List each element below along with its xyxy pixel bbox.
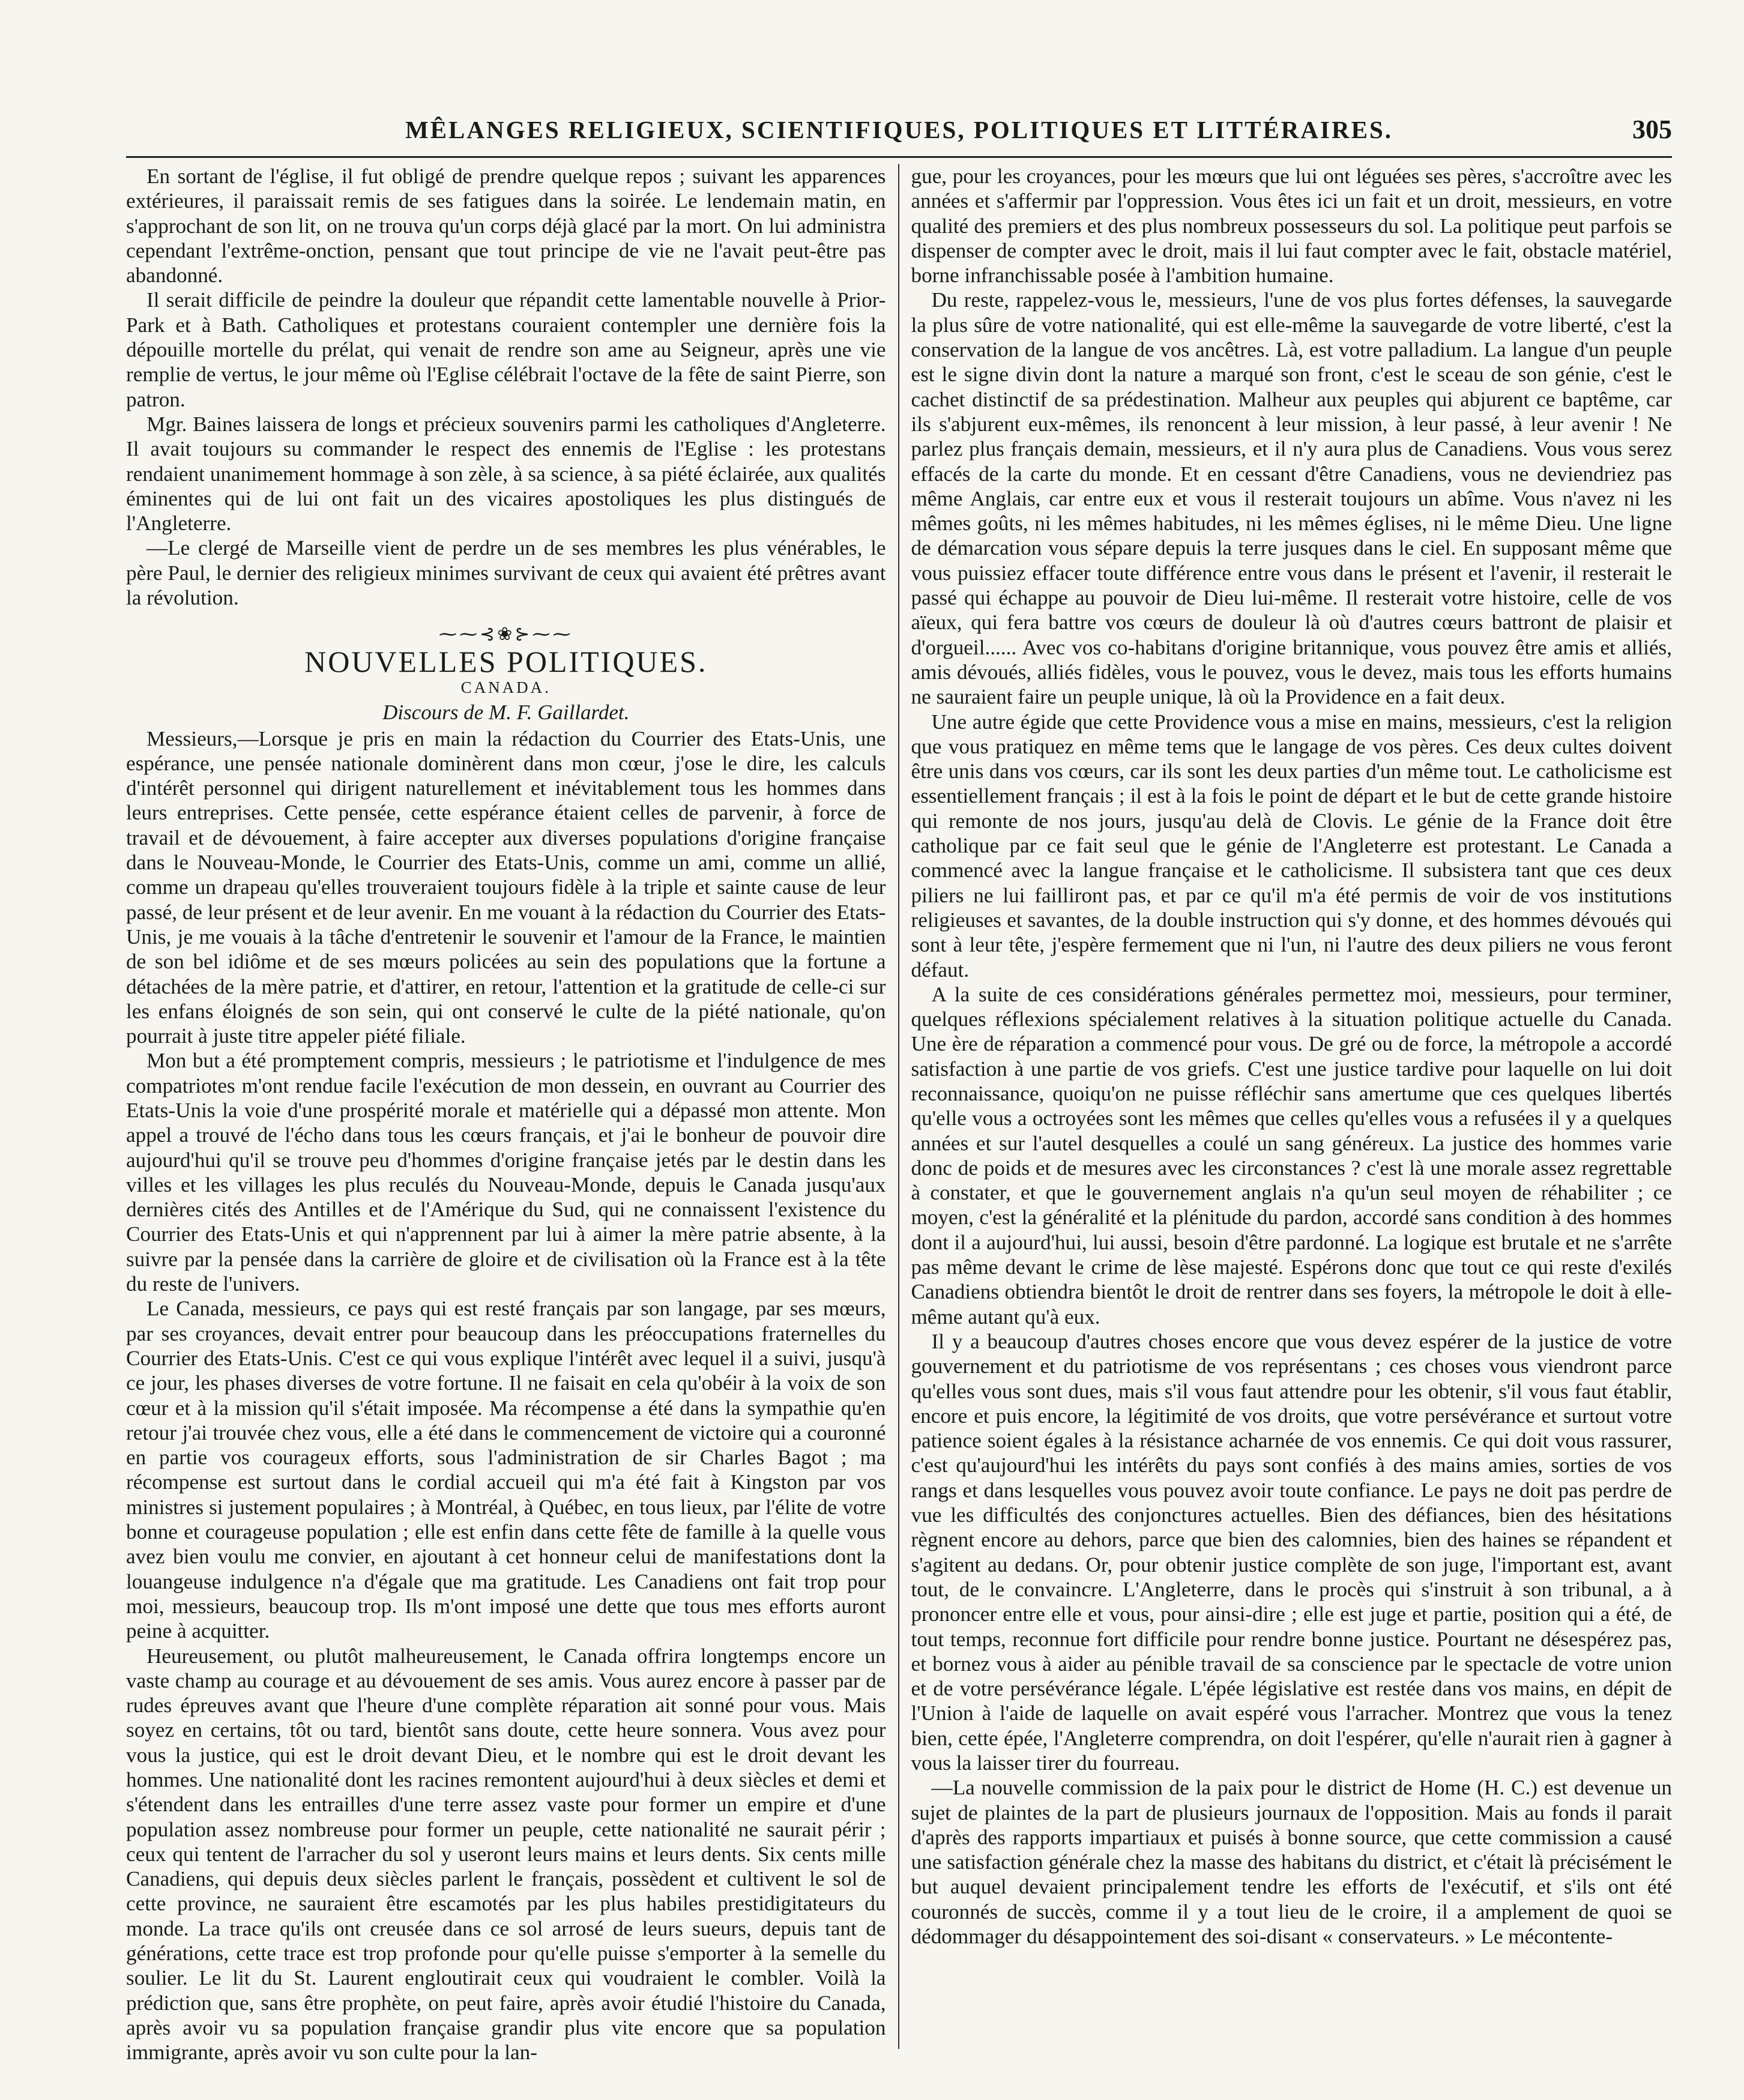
paragraph: Du reste, rappelez-vous le, messieurs, l'une de vos plus fortes défenses, la sauvegarde la plus sûre de votre nationalité, qui est elle-même la sauvegarde de votre liberté, c'est la conservation de la langue de vos ancêtres. Là, est votre palladium. La langue d'un peuple est le signe divin dont la nature a marqué son front, c'est le sceau de son génie, c'est le cachet distinctif de sa prédestination. Malheur aux peuples qui abjurent ce baptême, car ils s'abjurent eux-mêmes, ils renoncent à leur mission, à leur passé, à leur avenir ! Ne parlez plus français demain, messieurs, et il n'y aura plus de Canadiens. Vous vous serez effacés de la carte du monde. Et en cessant d'être Canadiens, vous ne deviendriez pas même Anglais, car entre eux et vous il resterait toujours un abîme. Vous n'avez ni les mêmes goûts, ni les mêmes habitudes, ni les mêmes églises, ni le même Dieu. Une ligne de démarcation vous sépare depuis la terre jusques dans le ciel. En supposant même que vous puissiez effacer toute différence entre vous dans le présent et l'avenir, il resterait le passé qui échappe au pouvoir de Dieu lui-même. Il resterait votre histoire, celle de vos aïeux, qui fera battre vos cœurs de douleur là où d'autres cœurs battront de plaisir et d'orgueil...... Avec vos co-habitans d'origine britannique, vous pouvez être amis et alliés, amis dévoués, alliés fidèles, vous le pouvez, vous le devez, mais tous les efforts humains ne sauraient faire un peuple unique, là où la Providence en a fait deux. — [911, 288, 1672, 709]
paragraph: gue, pour les croyances, pour les mœurs que lui ont léguées ses pères, s'accroître avec les années et s'affermir par l'oppression. Vous êtes ici un fait et un droit, messieurs, en votre qualité des premiers et des plus nombreux possesseurs du sol. La politique peut parfois se dispenser de compter avec le droit, mais il lui faut compter avec le fait, obstacle matériel, borne infranchissable posée à l'ambition humaine. — [911, 164, 1672, 288]
paragraph: Heureusement, ou plutôt malheureusement, le Canada offrira longtemps encore un vaste champ au courage et au dévouement de ses amis. Vous aurez encore à passer par de rudes épreuves avant que l'heure d'une complète réparation ait sonné pour vous. Mais soyez en certains, tôt ou tard, bientôt sans doute, cette heure sonnera. Vous avez pour vous la justice, qui est le droit devant Dieu, et le nombre qui est le droit devant les hommes. Une nationalité dont les racines remontent aujourd'hui à deux siècles et demi et s'étendent dans les entrailles d'une terre assez vaste pour former un empire et d'une population assez nombreuse pour former un peuple, cette nationalité ne saurait périr ; ceux qui tentent de l'arracher du sol y useront leurs mains et leurs dents. Six cents mille Canadiens, qui depuis deux siècles parlent le français, possèdent et cultivent le sol de cette province, ne sauraient être escamotés par les plus habiles prestidigitateurs du monde. La trace qu'ils ont creusée dans ce sol arrosé de leurs sueurs, depuis tant de générations, cette trace est trop profonde pour qu'elle puisse s'emporter à la semelle du soulier. Le lit du St. Laurent engloutirait ceux qui voudraient le combler. Voilà la prédiction que, sans être prophète, on peut faire, après avoir étudié l'histoire du Canada, après avoir vu sa population française grandir plus vite encore que sa population immigrante, après avoir vu son culte pour la lan- — [126, 1644, 886, 2065]
running-header — [126, 114, 1672, 158]
speech-title: Discours de M. F. Gaillardet. — [382, 701, 630, 725]
left-column — [126, 164, 899, 2065]
paragraph: —Le clergé de Marseille vient de perdre un de ses membres les plus vénérables, le père Paul, le dernier des religieux minimes survivant de ceux qui avaient été prêtres avant la révolution. — [126, 536, 886, 610]
paragraph: Une autre égide que cette Providence vous a mise en mains, messieurs, c'est la religion que vous pratiquez en même tems que le langage de vos pères. Ces deux cultes doivent être unis dans vos cœurs, car ils sont les deux parties d'un même tout. Le catholicisme est essentiellement français ; il est à la fois le point de départ et le but de cette grande histoire qui remonte de nos jours, jusqu'au delà de Clovis. Le génie de la France doit être catholique par ce fait seul que le génie de l'Angleterre est protestant. Le Canada a commencé avec la langue française et le catholicisme. Il subsistera tant que ces deux piliers ne lui failliront pas, et par ce qu'il m'a été permis de voir de vos institutions religieuses et savantes, de la double instruction qui s'y donne, et des hommes dévoués qui sont à leur tête, j'espère fermement que ni l'un, ni l'autre des deux piliers ne vous feront défaut. — [911, 710, 1672, 982]
paragraph: —La nouvelle commission de la paix pour le district de Home (H. C.) est devenue un sujet de plaintes de la part de plusieurs journaux de l'opposition. Mais au fonds il parait d'après des rapports impartiaux et puisés à bonne source, que cette commission a causé une satisfaction générale chez la masse des habitans du district, et c'était là précisément le but auquel devaient principalement tendre les efforts de l'exécutif, et s'ils ont été couronnés de succès, comme il y a tout lieu de le croire, il a amplement de quoi se dédommager du désappointement des soi-disant « conservateurs. » Le mécontente- — [911, 1776, 1672, 1949]
text-columns — [126, 164, 1672, 2065]
paragraph: Il y a beaucoup d'autres choses encore que vous devez espérer de la justice de votre gouvernement et du patriotisme de vos représentans ; ces choses vous viendront parce qu'elles vous sont dues, mais s'il vous faut attendre pour les obtenir, s'il vous faut établir, encore et puis encore, la légitimité de vos droits, que votre persévérance et surtout votre patience soient égales à la résistance acharnée de vos ennemis. Ce qui doit vous rassurer, c'est qu'aujourd'hui les intérêts du pays sont confiés à des mains amies, sorties de vos rangs et dans lesquelles vous pouvez avoir toute confiance. Le pays ne doit pas perdre de vue les difficultés des conjonctures actuelles. Bien des défiances, bien des hésitations règnent encore au dehors, parce que bien des calomnies, bien des haines se répandent et s'agitent au dedans. Or, pour obtenir justice complète de son juge, l'important est, avant tout, de le convaincre. L'Angleterre, dans le procès qui s'instruit à son tribunal, a à prononcer entre elle et vous, pour ainsi-dire ; elle est juge et partie, position qui a été, de tout temps, reconnue fort difficile pour rendre bonne justice. Pourtant ne désespérez pas, et bornez vous à aider au pénible travail de sa conscience par le spectacle de votre union et de votre persévérance légale. L'épée législative est restée dans vos mains, en dépit de l'Union à l'aide de laquelle on avait espéré vous l'arracher. Montrez que vous la tenez bien, cette épée, l'Angleterre comprendra, on doit l'espérer, qu'elle n'aurait rien à gagner à vous la laisser tirer du fourreau. — [911, 1329, 1672, 1775]
paragraph: Le Canada, messieurs, ce pays qui est resté français par son langage, par ses mœurs, par ses croyances, devait entrer pour beaucoup dans les préoccupations fraternelles du Courrier des Etats-Unis. C'est ce qui vous explique l'intérêt avec lequel il a suivi, jusqu'à ce jour, les phases diverses de votre fortune. Il ne faisait en cela qu'obéir à la voix de son cœur et à la mission qu'il s'était imposée. Ma récompense a été dans la sympathie qu'en retour j'ai trouvée chez vous, elle a été dans le commencement de victoire qui a couronné en partie vos courageux efforts, sous l'administration de sir Charles Bagot ; ma récompense est surtout dans le cordial accueil qui m'a été fait à Kingston par vos ministres si justement populaires ; à Montréal, à Québec, en tous lieux, par l'élite de votre bonne et courageuse population ; elle est enfin dans cette fête de famille à la quelle vous avez bien voulu me convier, en ajoutant à cet honneur celui de manifestations dont la louangeuse indulgence n'a d'égale que ma gratitude. Les Canadiens ont fait trop pour moi, messieurs, beaucoup trop. Ils m'ont imposé une dette que tous mes efforts auront peine à acquitter. — [126, 1297, 886, 1643]
paragraph: Messieurs,—Lorsque je pris en main la rédaction du Courrier des Etats-Unis, une espérance, une pensée nationale dominèrent dans mon cœur, j'ose le dire, les calculs d'intérêt personnel qui dirigent naturellement et inévitablement tous les hommes dans leurs entreprises. Cette pensée, cette espérance étaient celles de parvenir, à force de travail et de dévouement, à faire accepter aux diverses populations d'origine française dans le Nouveau-Monde, le Courrier des Etats-Unis, comme un ami, comme un allié, comme un drapeau qu'elles trouveraient toujours fidèle à la triple et sainte cause de leur passé, de leur présent et de leur avenir. En me vouant à la rédaction du Courrier des Etats-Unis, je me vouais à la tâche d'entretenir le souvenir et l'amour de la France, le maintien de son bel idiôme et de ses mœurs policées au sein des populations que la fortune a détachées de la mère patrie, et d'attirer, en retour, l'attention et la gratitude de celle-ci sur les enfans éloignés de son sein, qui ont conservé le culte de la piété nationale, qu'on pourrait à juste titre appeler piété filiale. — [126, 726, 886, 1048]
paragraph: Mgr. Baines laissera de longs et précieux souvenirs parmi les catholiques d'Angleterre. Il avait toujours su commander le respect des ennemis de l'Eglise : les protestans rendaient unanimement hommage à son zèle, à sa science, à sa piété éclairée, aux qualités éminentes qui de lui ont fait un des vicaires apostoliques les plus distingués de l'Angleterre. — [126, 412, 886, 536]
paragraph: Il serait difficile de peindre la douleur que répandit cette lamentable nouvelle à Prior-Park et à Bath. Catholiques et protestans couraient contempler une dernière fois la dépouille mortelle du prélat, qui venait de rendre son ame au Seigneur, après une vie remplie de vertus, le jour même où l'Eglise célébrait l'octave de la fête de saint Pierre, son patron. — [126, 288, 886, 411]
paragraph: Mon but a été promptement compris, messieurs ; le patriotisme et l'indulgence de mes compatriotes m'ont rendue facile l'exécution de mon dessein, en ouvrant au Courrier des Etats-Unis la voie d'une prospérité morale et matérielle qui a dépassé mon attente. Mon appel a trouvé de l'écho dans tous les cœurs français, et j'ai le bonheur de pouvoir dire aujourd'hui qu'il se trouve peu d'hommes d'origine française jetés par le destin dans les villes et les villages les plus reculés du Nouveau-Monde, depuis le Canada jusqu'aux dernières cités des Antilles et de l'Amérique du Sud, qui ne connaissent l'existence du Courrier des Etats-Unis et qui n'apprennent par lui à aimer la mère patrie absente, à la suivre par la pensée dans la carrière de gloire et de civilisation où la France est à la tête du reste de l'univers. — [126, 1049, 886, 1296]
right-column — [899, 164, 1673, 2049]
section-place: CANADA. — [460, 678, 551, 696]
section-ornament: ⁓⁓⊰❀⊱⁓⁓ — [439, 624, 573, 645]
running-title: MÊLANGES RELIGIEUX, SCIENTIFIQUES, POLITIQUES ET LITTÉRAIRES. — [405, 116, 1393, 143]
paragraph: En sortant de l'église, il fut obligé de prendre quelque repos ; suivant les apparences extérieures, il paraissait remis de ses fatigues dans la soirée. Le lendemain matin, en s'approchant de son lit, on ne trouva qu'un corps déjà glacé par la mort. On lui administra cependant l'extrême-onction, pensant que tout principe de vie ne l'avait peut-être pas abandonné. — [126, 164, 886, 288]
section-title: NOUVELLES POLITIQUES. — [304, 644, 708, 678]
page-number: 305 — [1632, 115, 1672, 144]
paragraph: A la suite de ces considérations générales permettez moi, messieurs, pour terminer, quelques réflexions spécialement relatives à la situation politique actuelle du Canada. Une ère de réparation a commencé pour vous. De gré ou de force, la métropole a accordé satisfaction à une partie de vos griefs. C'est une justice tardive pour laquelle on lui doit reconnaissance, quoiqu'on ne puisse réfléchir sans amertume que ces quelques libertés qu'elle vous a octroyées sont les mêmes que celles qu'elles vous a refusées il y a quelques années et sur l'autel desquelles a coulé un sang généreux. La justice des hommes varie donc de poids et de mesures avec les circonstances ? c'est là une morale assez regrettable à constater, et que le gouvernement anglais n'a qu'un seul moyen de réhabiliter ; ce moyen, c'est la généralité et la plénitude du pardon, accordé sans condition à des hommes dont il a aujourd'hui, lui aussi, besoin d'être pardonné. La logique est brutale et ne s'arrête pas même devant le crime de lèse majesté. Espérons donc que tout ce qui reste d'exilés Canadiens obtiendra bientôt le droit de rentrer dans ses foyers, la métropole le doit à elle-même autant qu'à eux. — [911, 982, 1672, 1329]
